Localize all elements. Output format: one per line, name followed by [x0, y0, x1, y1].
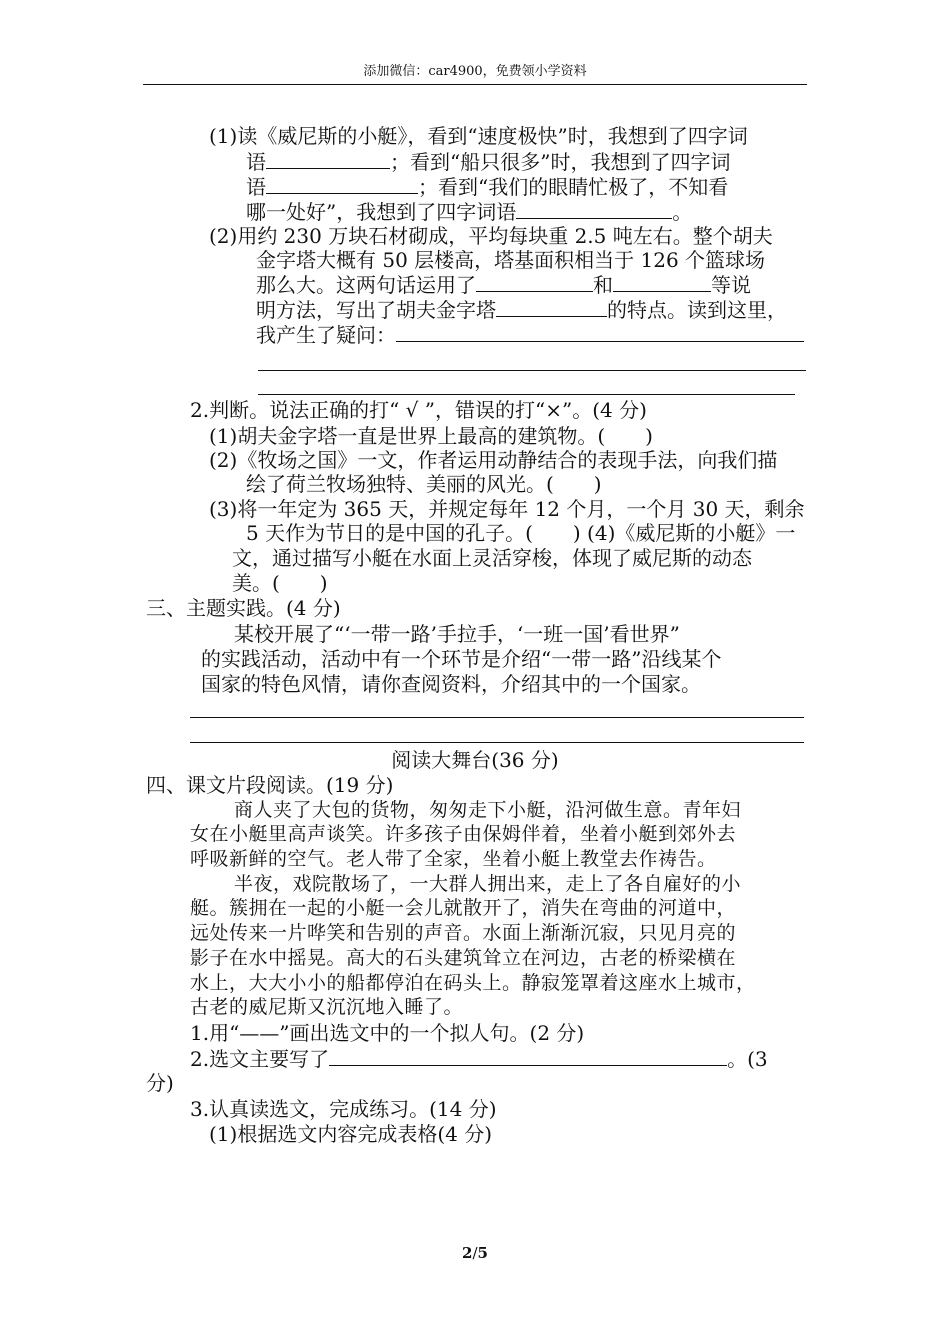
- q2-item3-line1: (3)将一年定为 365 天，并规定每年 12 个月，一个月 30 天，剩余: [209, 497, 805, 521]
- page-number: [0, 1244, 950, 1262]
- passage-line: 半夜，戏院散场了，一大群人拥出来，走上了各自雇好的小: [234, 873, 742, 895]
- q1-sub2-line4: [256, 297, 787, 322]
- passage-line: 呼吸新鲜的空气。老人带了全家，坐着小艇上教堂去作祷告。: [190, 848, 717, 870]
- q2-item3-line2: 5 天作为节日的是中国的孔子。( ) (4)《威尼斯的小艇》一: [246, 521, 796, 545]
- answer-blank[interactable]: [613, 272, 711, 292]
- q1-sub2-line5: [256, 322, 804, 347]
- part3-title: 三、主题实践。(4 分): [146, 596, 341, 620]
- answer-line[interactable]: [190, 742, 804, 743]
- text: 。: [672, 200, 693, 224]
- page-header: 添加微信：car4900，免费领小学资料: [363, 64, 587, 79]
- passage-line: 商人夹了大包的货物，匆匆走下小艇，沿河做生意。青年妇: [234, 799, 742, 821]
- answer-blank[interactable]: [476, 272, 593, 292]
- answer-blank[interactable]: [266, 174, 418, 194]
- passage-line: 女在小艇里高声谈笑。许多孩子由保姆伴着，坐着小艇到郊外去: [190, 823, 737, 845]
- reading-q2: [190, 1046, 768, 1071]
- answer-blank[interactable]: [516, 199, 672, 219]
- text: 2.选文主要写了: [190, 1047, 330, 1071]
- q1-sub2-line2: 金字塔大概有 50 层楼高，塔基面积相当于 126 个篮球场: [256, 248, 766, 272]
- reading-q3-sub1: (1)根据选文内容完成表格(4 分): [209, 1122, 493, 1146]
- part3-paragraph-line3: 国家的特色风情，请你查阅资料，介绍其中的一个国家。: [201, 672, 701, 696]
- q2-item2-line2: 绘了荷兰牧场独特、美丽的风光。( ): [246, 472, 602, 496]
- part3-paragraph-line2: 的实践活动，活动中有一个环节是介绍“一带一路”沿线某个: [201, 647, 722, 671]
- page-separator: /: [472, 1244, 478, 1262]
- passage-line: 艇。簇拥在一起的小艇一会儿就散开了，消失在弯曲的河道中，: [190, 897, 737, 919]
- reading-q3: 3.认真读选文，完成练习。(14 分): [190, 1097, 497, 1121]
- text: 和: [593, 273, 613, 297]
- text: 的特点。读到这里，: [607, 298, 787, 322]
- text: 语: [246, 150, 266, 174]
- page-total: 5: [477, 1244, 488, 1262]
- answer-blank[interactable]: [396, 322, 804, 342]
- header-rule: [143, 84, 807, 85]
- answer-blank[interactable]: [496, 297, 607, 317]
- text: 哪一处好”，我想到了四字词语: [246, 200, 517, 224]
- part3-paragraph-line1: 某校开展了“‘一带一路’手拉手，‘一班一国’看世界”: [234, 622, 680, 646]
- q1-sub1-line4: [246, 199, 692, 224]
- q2-item2-line1: (2)《牧场之国》一文，作者运用动静结合的表现手法，向我们描: [209, 448, 778, 472]
- part4-title: 四、课文片段阅读。(19 分): [146, 773, 394, 797]
- passage-line: 水上，大大小小的船都停泊在码头上。静寂笼罩着这座水上城市，: [190, 972, 756, 994]
- q2-title: 2.判断。说法正确的打“ √ ”，错误的打“×”。(4 分): [190, 398, 647, 422]
- q2-item1: (1)胡夫金字塔一直是世界上最高的建筑物。( ): [209, 424, 653, 448]
- text: 等说: [711, 273, 751, 297]
- text: 语: [246, 175, 266, 199]
- q1-sub1-line3: [246, 174, 728, 199]
- answer-line[interactable]: [258, 394, 795, 395]
- reading-section-title: 阅读大舞台(36 分): [391, 748, 559, 772]
- text: 我产生了疑问：: [256, 323, 396, 347]
- q2-item4-line2: 美。( ): [232, 571, 328, 595]
- q2-item4-line1: 文，通过描写小艇在水面上灵活穿梭，体现了威尼斯的动态: [232, 546, 752, 570]
- answer-line[interactable]: [190, 717, 804, 718]
- passage-line: 远处传来一片哗笑和告别的声音。水面上渐渐沉寂，只见月亮的: [190, 922, 737, 944]
- text: ；看到“船只很多”时，我想到了四字词: [390, 150, 731, 174]
- text: 那么大。这两句话运用了: [256, 273, 476, 297]
- text: 。(3: [727, 1047, 768, 1071]
- page-current: 2: [462, 1244, 473, 1262]
- text: ；看到“我们的眼睛忙极了，不知看: [418, 175, 729, 199]
- passage-line: 古老的威尼斯又沉沉地入睡了。: [190, 996, 464, 1018]
- answer-blank[interactable]: [329, 1046, 727, 1066]
- q1-sub2-line3: [256, 272, 751, 297]
- q1-sub1-line1: (1)读《威尼斯的小艇》，看到“速度极快”时，我想到了四字词: [209, 124, 748, 148]
- answer-blank[interactable]: [266, 149, 390, 169]
- reading-q2-score: 分): [146, 1071, 174, 1095]
- reading-q1: 1.用“——”画出选文中的一个拟人句。(2 分): [190, 1021, 585, 1045]
- text: 明方法，写出了胡夫金字塔: [256, 298, 496, 322]
- q1-sub1-line2: [246, 149, 730, 174]
- answer-line[interactable]: [258, 370, 806, 371]
- q1-sub2-line1: (2)用约 230 万块石材砌成，平均每块重 2.5 吨左右。整个胡夫: [209, 224, 773, 248]
- passage-line: 影子在水中摇晃。高大的石头建筑耸立在河边，古老的桥梁横在: [190, 947, 737, 969]
